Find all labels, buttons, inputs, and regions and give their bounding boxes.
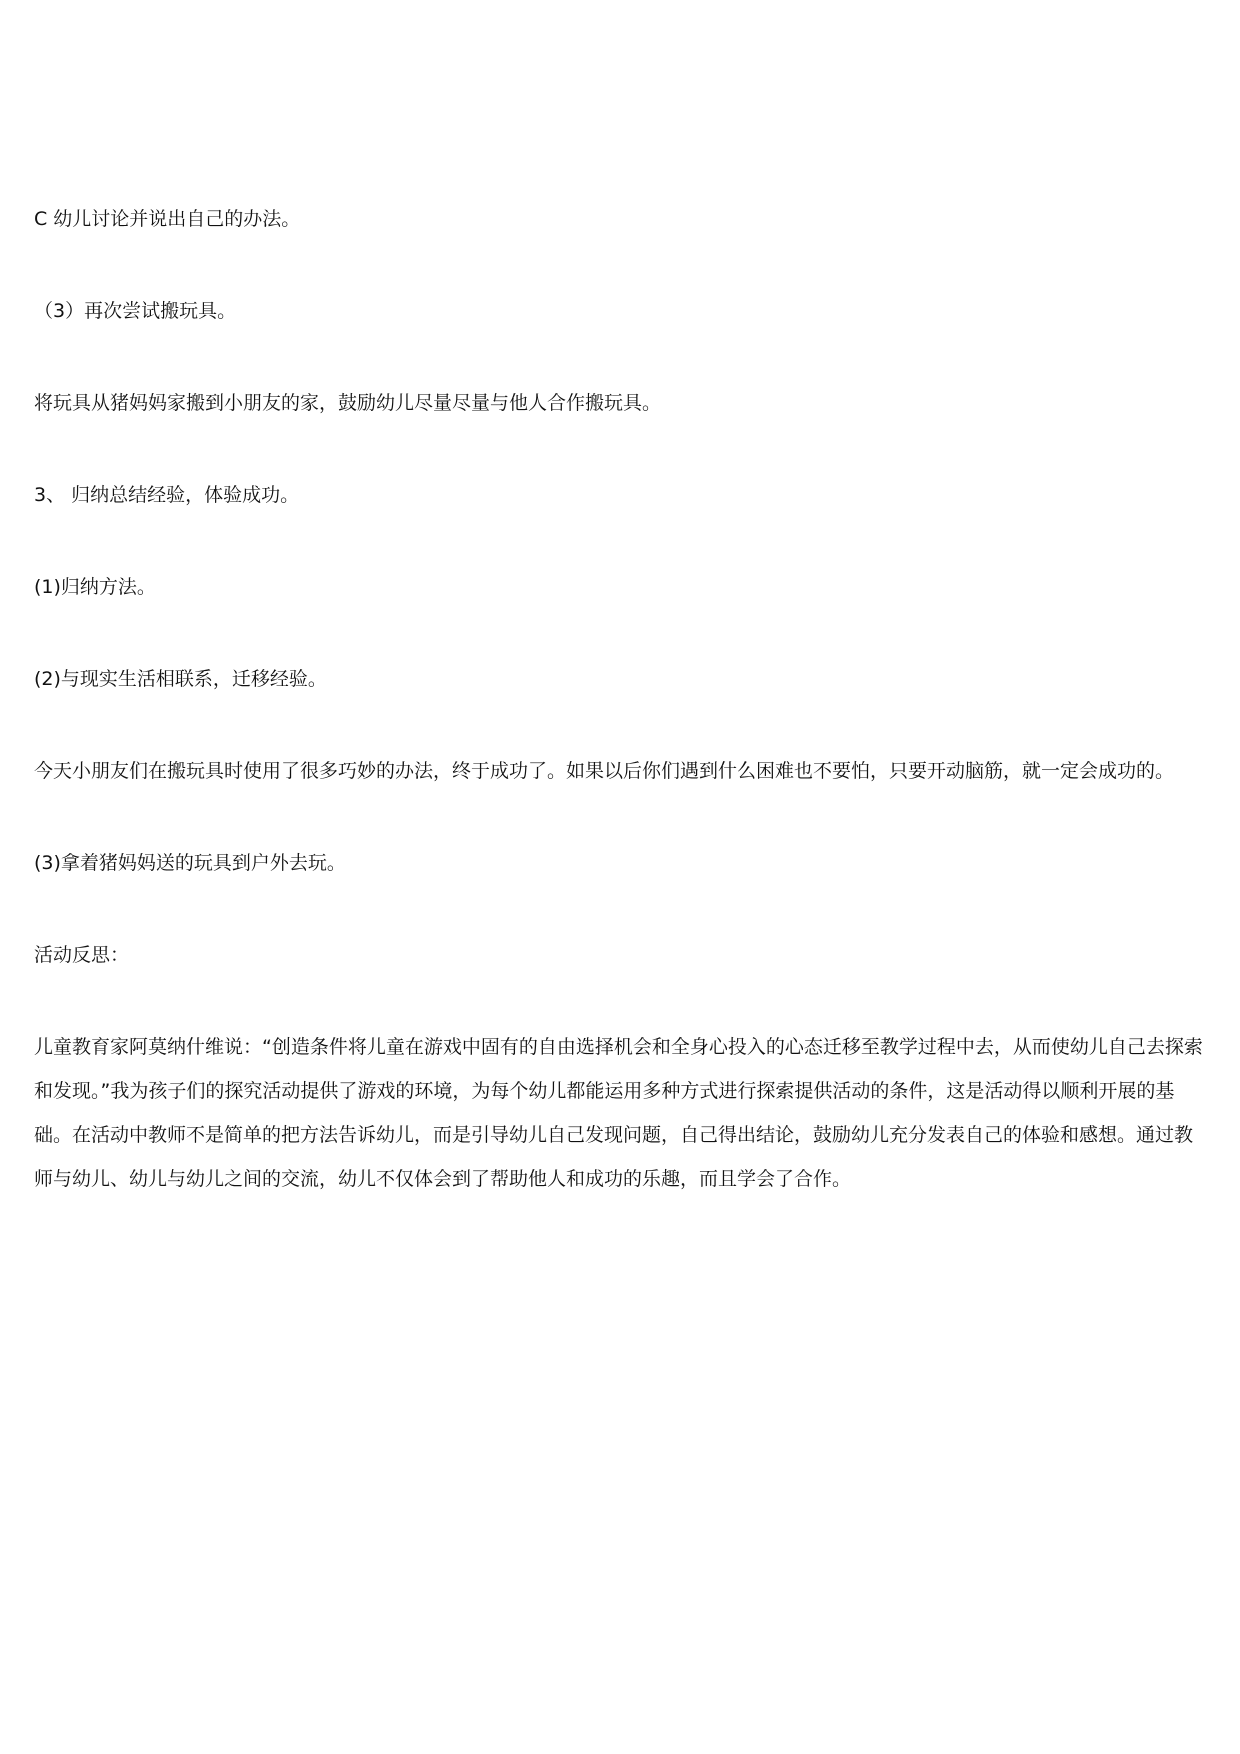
paragraph-step-3-try-again: （3）再次尝试搬玩具。 xyxy=(34,300,237,322)
paragraph-summary-2: (2)与现实生活相联系，迁移经验。 xyxy=(34,668,327,690)
paragraph-summary-1: (1)归纳方法。 xyxy=(34,576,156,598)
paragraph-gap xyxy=(34,885,1210,933)
document-body xyxy=(34,197,1210,1201)
section-heading-reflection: 活动反思： xyxy=(34,944,130,966)
paragraph-move-toys: 将玩具从猪妈妈家搬到小朋友的家，鼓励幼儿尽量尽量与他人合作搬玩具。 xyxy=(34,392,662,414)
paragraph-gap xyxy=(34,241,1210,289)
paragraph-gap xyxy=(34,333,1210,381)
paragraph-gap xyxy=(34,977,1210,1025)
paragraph-discussion: C 幼儿讨论并说出自己的办法。 xyxy=(34,208,301,230)
paragraph-gap xyxy=(34,793,1210,841)
paragraph-teacher-speech: 今天小朋友们在搬玩具时使用了很多巧妙的办法，终于成功了。如果以后你们遇到什么困难也不要怕，只要开动脑筋，就一定会成功的。 xyxy=(34,760,1175,782)
paragraph-gap xyxy=(34,517,1210,565)
paragraph-summary-3: (3)拿着猪妈妈送的玩具到户外去玩。 xyxy=(34,852,346,874)
paragraph-gap xyxy=(34,425,1210,473)
section-heading-summary: 3、 归纳总结经验，体验成功。 xyxy=(34,484,300,506)
paragraph-reflection: 儿童教育家阿莫纳什维说：“创造条件将儿童在游戏中固有的自由选择机会和全身心投入的心态迁移至教学过程中去，从而使幼儿自己去探索和发现。”我为孩子们的探究活动提供了游戏的环境，为每个幼儿都能运用多种方式进行探索提供活动的条件，这是活动得以顺利开展的基础。在活动中教师不是简单的把方法告诉幼儿，而是引导幼儿自己发现问题，自己得出结论，鼓励幼儿充分发表自己的体验和感想。通过教师与幼儿、幼儿与幼儿之间的交流，幼儿不仅体会到了帮助他人和成功的乐趣，而且学会了合作。 xyxy=(34,1036,1203,1190)
paragraph-gap xyxy=(34,609,1210,657)
paragraph-gap xyxy=(34,701,1210,749)
